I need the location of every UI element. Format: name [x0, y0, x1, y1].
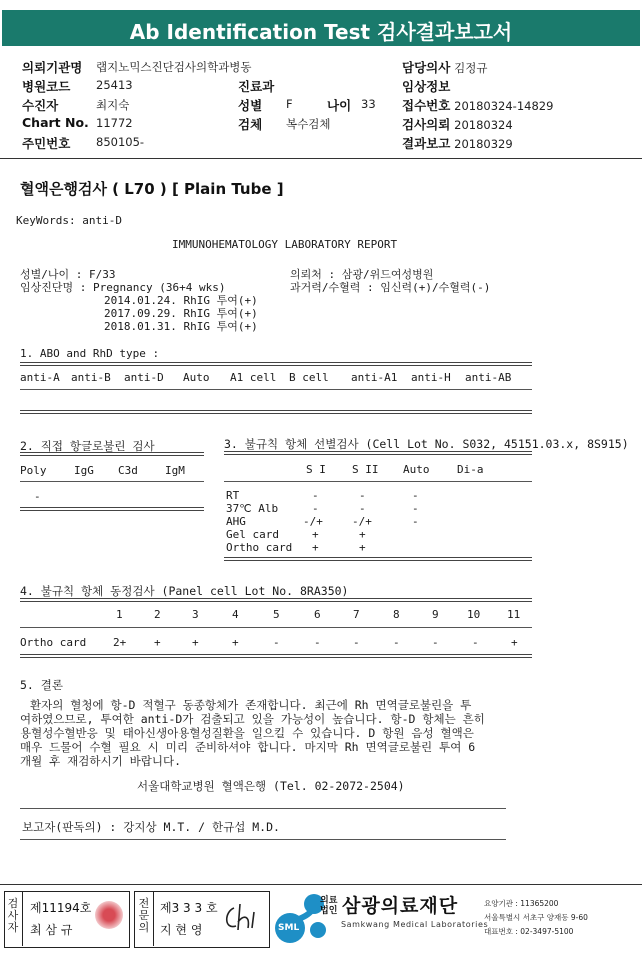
label-text: 임상정보 — [402, 79, 451, 94]
label-age — [327, 96, 351, 114]
section1-bottom-rule — [20, 410, 532, 414]
diagnosis: 임상진단명 : Pregnancy (36+4 wks) — [20, 281, 226, 294]
label-text: 담당의사 — [402, 60, 451, 75]
s4-col-7: 7 — [353, 608, 360, 621]
s4-val-8: - — [393, 636, 400, 649]
reporter-top-rule — [20, 808, 506, 809]
s4-col-11: 11 — [507, 608, 521, 621]
s4-col-1: 1 — [116, 608, 123, 621]
label-requesting-institution: 의뢰기관명 — [22, 60, 83, 75]
value-text: 11772 — [96, 116, 133, 130]
value-age — [361, 97, 376, 111]
contact-line: 서울특별시 서초구 양재동 9-60 — [484, 913, 588, 922]
section4-title: 4. 불규칙 항체 동정검사 (Panel cell Lot No. 8RA350) — [20, 584, 349, 598]
s3-row-ahg: AHG — [226, 515, 246, 528]
section1-title: 1. ABO and RhD type : — [20, 347, 160, 360]
lab-report-title: IMMUNOHEMATOLOGY LABORATORY REPORT — [172, 238, 398, 251]
org-name: 삼광의료재단 — [342, 895, 459, 917]
s4-val-6: - — [314, 636, 321, 649]
vert-char: 전 — [138, 897, 150, 910]
contact-line: 요양기관 : 11365200 — [484, 899, 559, 908]
value-patient — [96, 97, 129, 113]
section4-header-rule — [20, 627, 532, 628]
s3-col-s1: S I — [306, 463, 326, 476]
s4-val-5: - — [273, 636, 280, 649]
s4-val-3: + — [192, 636, 199, 649]
conclusion-line-2: 여하였으므로, 투여한 anti-D가 검출되고 있을 가능성이 높습니다. 항-D 항체는 흔히 — [20, 712, 485, 726]
s1-col-7: anti-A1 — [351, 371, 398, 384]
value-specimen — [286, 116, 330, 132]
rhig-line-2: 2017.09.29. RhIG 투여(+) — [104, 307, 258, 320]
specialist-name: 지 현 영 — [160, 923, 203, 937]
org-english-name: Samkwang Medical Laboratories — [341, 920, 489, 929]
s3-col-dia: Di-a — [457, 463, 484, 476]
s4-val-11: + — [511, 636, 518, 649]
label-specimen — [238, 115, 262, 133]
org-small-line: 의료 — [320, 896, 338, 906]
label-patient — [22, 96, 58, 114]
s4-val-1: 2+ — [113, 636, 127, 649]
s4-col-9: 9 — [432, 608, 439, 621]
s2-col-poly: Poly — [20, 464, 47, 477]
label-request-date — [402, 115, 513, 133]
value-text: 20180324-14829 — [454, 99, 554, 113]
s3-gel-s1: + — [312, 528, 319, 541]
s4-row-name: Ortho card — [20, 636, 87, 649]
s4-col-10: 10 — [467, 608, 481, 621]
org-small-label — [320, 896, 337, 916]
s1-col-8: anti-H — [411, 371, 451, 384]
value-text: 최지숙 — [96, 98, 130, 112]
sml-logo-text: SML — [278, 923, 300, 933]
header-divider — [0, 158, 642, 159]
requester: 의뢰처 : 삼광/위드여성병원 — [290, 268, 434, 281]
s1-col-1: anti-A — [20, 371, 60, 384]
value-hospital-code — [96, 78, 133, 92]
sex-age: 성별/나이 : F/33 — [20, 268, 116, 281]
s1-col-5: A1 cell — [230, 371, 277, 384]
label-text: 수진자 — [22, 98, 59, 113]
s4-col-4: 4 — [232, 608, 239, 621]
label-text: 나이 — [327, 98, 352, 113]
examiner-name: 최 삼 규 — [30, 923, 73, 937]
value-requesting-institution — [96, 59, 252, 75]
rhig-line-1: 2014.01.24. RhIG 투여(+) — [104, 294, 258, 307]
s2-col-igm: IgM — [165, 464, 185, 477]
value-text: 20180324 — [454, 118, 513, 132]
s1-col-2: anti-B — [71, 371, 111, 384]
s3-rt-s1: - — [312, 489, 319, 502]
section1-rule — [20, 362, 532, 366]
s3-row-gel: Gel card — [226, 528, 279, 541]
report-title: Ab Identification Test 검사결과보고서 — [129, 20, 513, 44]
label-text: 검체 — [238, 117, 263, 132]
label-chart-no — [22, 115, 89, 130]
s3-ahg-s1: -/+ — [303, 515, 323, 528]
examiner-seal-icon — [95, 901, 123, 929]
vert-char: 검 — [7, 897, 19, 910]
label-text: 성별 — [238, 98, 263, 113]
s2-col-c3d: C3d — [118, 464, 138, 477]
vert-char: 의 — [138, 921, 150, 934]
section2-rule — [20, 452, 204, 456]
label-resident-no — [22, 134, 70, 152]
section3-header-rule — [224, 481, 532, 482]
s3-ortho-s2: + — [359, 541, 366, 554]
conclusion-line-3: 용혈성수혈반응 및 태아신생아용혈성질환을 일으킬 수 있습니다. D 항원 음성 혈액은 — [20, 726, 474, 740]
s4-col-5: 5 — [273, 608, 280, 621]
specialist-vertical-label — [137, 898, 151, 934]
examiner-license-no: 제11194호 — [30, 901, 92, 915]
s1-col-6: B cell — [289, 371, 329, 384]
vert-char: 사 — [7, 909, 19, 922]
conclusion-line-1: 환자의 혈청에 항-D 적혈구 동종항체가 존재합니다. 최근에 Rh 면역글로불린을 투 — [30, 698, 472, 712]
section4-bottom-rule — [20, 654, 532, 658]
s3-ortho-s1: + — [312, 541, 319, 554]
section1-header-rule — [20, 389, 532, 390]
header-row-1 — [22, 58, 82, 76]
value-chart-no — [96, 116, 133, 130]
s2-poly-value: - — [34, 490, 41, 503]
section5-title: 5. 결론 — [20, 678, 63, 692]
value-resident-no — [96, 135, 144, 149]
label-doctor — [402, 58, 487, 76]
section3-title: 3. 불규칙 항체 선별검사 (Cell Lot No. S032, 45151.03.x, 8S915) — [224, 437, 629, 451]
s3-col-auto: Auto — [403, 463, 430, 476]
s3-37alb-auto: - — [412, 502, 419, 515]
s3-ahg-auto: - — [412, 515, 419, 528]
conclusion-line-5: 개월 후 재검하시기 바랍니다. — [20, 754, 182, 768]
rhig-line-3: 2018.01.31. RhIG 투여(+) — [104, 320, 258, 333]
section2-header-rule — [20, 481, 204, 482]
s4-val-10: - — [472, 636, 479, 649]
s4-col-2: 2 — [154, 608, 161, 621]
value-text: F — [286, 97, 293, 111]
s3-37alb-s1: - — [312, 502, 319, 515]
s4-val-2: + — [154, 636, 161, 649]
org-small-line: 법인 — [320, 906, 338, 916]
s1-col-9: anti-AB — [465, 371, 512, 384]
value-sex — [286, 97, 293, 111]
label-text: 진료과 — [238, 79, 275, 94]
s4-val-4: + — [232, 636, 239, 649]
s3-row-rt: RT — [226, 489, 240, 502]
label-report-date — [402, 134, 513, 152]
s1-col-3: anti-D — [124, 371, 164, 384]
value-text: 850105- — [96, 135, 145, 149]
section2-bottom-rule — [20, 507, 204, 511]
s3-rt-s2: - — [359, 489, 366, 502]
s1-col-4: Auto — [183, 371, 210, 384]
hospital-blood-bank: 서울대학교병원 혈액은행 (Tel. 02-2072-2504) — [137, 779, 405, 793]
report-heading: 혈액은행검사 ( L70 ) [ Plain Tube ] — [20, 180, 284, 198]
s4-col-6: 6 — [314, 608, 321, 621]
label-clinical-info — [402, 77, 450, 95]
section4-rule — [20, 598, 532, 602]
label-text: 병원코드 — [22, 79, 71, 94]
footer-divider — [0, 884, 642, 885]
value-text: 25413 — [96, 78, 133, 92]
s3-rt-auto: - — [412, 489, 419, 502]
value-text: 김정규 — [454, 61, 488, 75]
label-text: 주민번호 — [22, 136, 71, 151]
conclusion-line-4: 매우 드물어 수혈 필요 시 미리 준비하셔야 합니다. 마지막 Rh 면역글로불린 투여 6 — [20, 740, 476, 754]
examiner-vertical-label — [6, 898, 20, 934]
reporter: 보고자(판독의) : 강지상 M.T. / 한규섭 M.D. — [22, 820, 280, 834]
specialist-license-no: 제3 3 3 호 — [160, 901, 218, 915]
label-text: Chart No. — [22, 115, 89, 130]
s3-37alb-s2: - — [359, 502, 366, 515]
contact-line: 대표번호 : 02-3497-5100 — [484, 927, 574, 936]
section2-title: 2. 직접 항글로불린 검사 — [20, 439, 155, 453]
specialist-box-divider — [153, 892, 154, 946]
vert-char: 자 — [7, 921, 19, 934]
section3-bottom-rule — [224, 557, 532, 561]
s3-ahg-s2: -/+ — [352, 515, 372, 528]
s4-col-8: 8 — [393, 608, 400, 621]
vert-char: 문 — [138, 909, 150, 922]
s4-val-7: - — [353, 636, 360, 649]
keywords: KeyWords: anti-D — [16, 214, 122, 227]
s3-row-ortho: Ortho card — [226, 541, 293, 554]
label-text: 결과보고 — [402, 136, 451, 151]
value-text: 33 — [361, 97, 376, 111]
label-department — [238, 77, 274, 95]
history: 과거력/수혈력 : 임신력(+)/수혈력(-) — [290, 281, 491, 294]
s3-gel-s2: + — [359, 528, 366, 541]
label-receipt-no — [402, 96, 553, 114]
s2-col-igg: IgG — [74, 464, 94, 477]
label-text: 검사의뢰 — [402, 117, 451, 132]
reporter-bottom-rule — [20, 839, 506, 840]
examiner-box-divider — [22, 892, 23, 946]
section3-rule — [224, 451, 532, 455]
s4-val-9: - — [432, 636, 439, 649]
label-hospital-code — [22, 77, 70, 95]
value-text: 복수검체 — [286, 117, 331, 131]
contact-info — [484, 897, 588, 939]
label-sex — [238, 96, 262, 114]
signature-icon — [220, 900, 264, 936]
report-title-bar — [2, 10, 640, 46]
s4-col-3: 3 — [192, 608, 199, 621]
value-text: 랩지노믹스진단검사의학과병동 — [96, 60, 252, 74]
label-text: 접수번호 — [402, 98, 451, 113]
value-text: 20180329 — [454, 137, 513, 151]
s3-row-37alb: 37℃ Alb — [226, 502, 279, 515]
s3-col-s2: S II — [352, 463, 379, 476]
